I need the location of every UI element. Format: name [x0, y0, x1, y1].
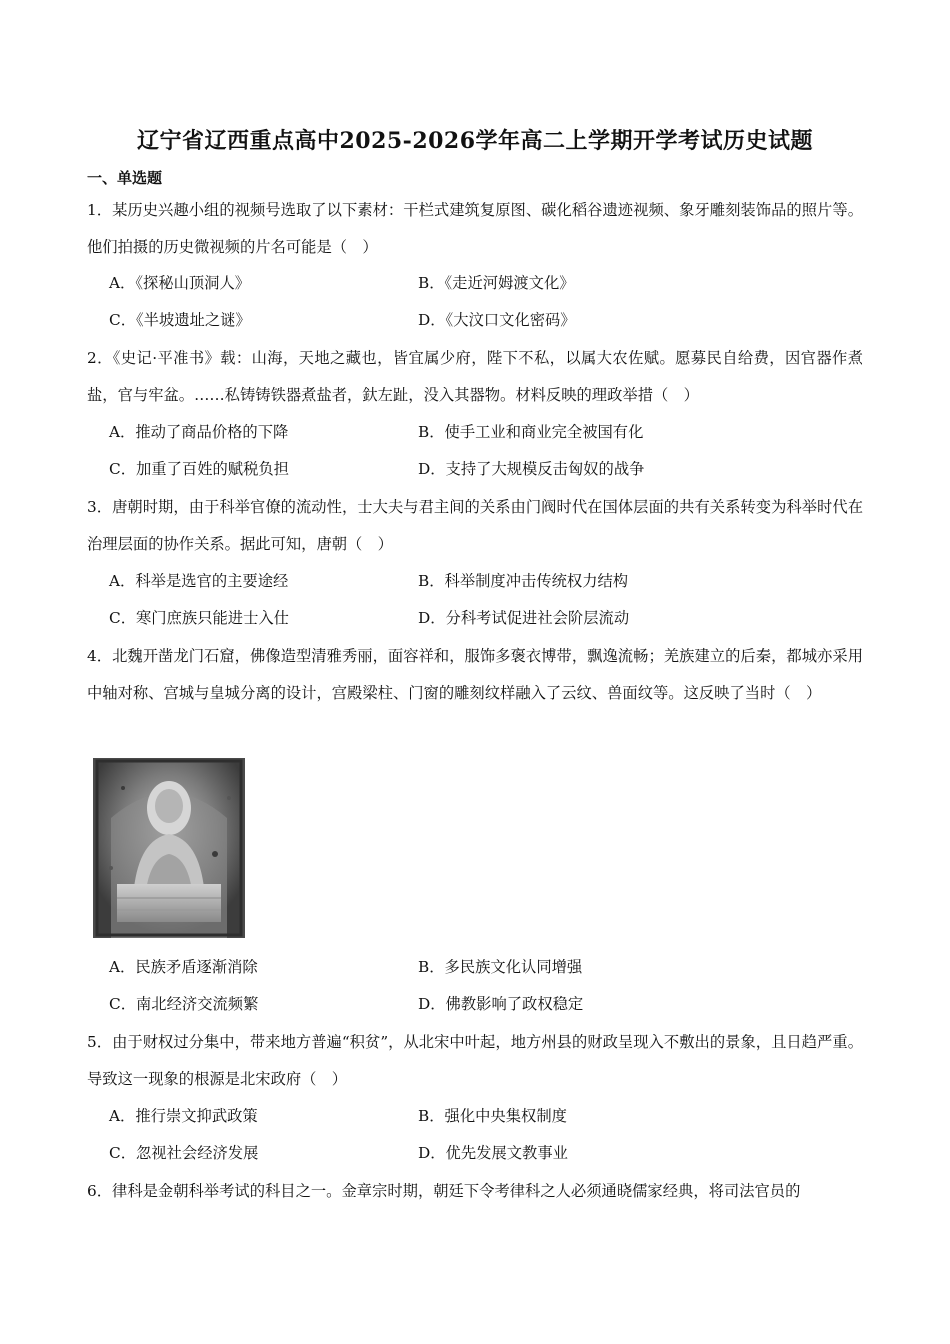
question-5-option-c: C．忽视社会经济发展 — [109, 1144, 259, 1162]
question-5-stem: 5．由于财权过分集中，带来地方普遍“积贫”，从北宋中叶起，地方州县的财政呈现入不敷出的景象，且日趋严重。导致这一现象的根源是北宋政府（ ） — [87, 1033, 863, 1088]
question-3-option-c: C．寒门庶族只能进士入仕 — [109, 609, 289, 627]
question-4-stem: 4．北魏开凿龙门石窟，佛像造型清雅秀丽，面容祥和，服饰多褒衣博带，飘逸流畅；羌族建立的后秦，都城亦采用中轴对称、宫城与皇城分离的设计，宫殿梁柱、门窗的雕刻纹样融入了云纹、兽面纹等。这反映了当时（ ） — [87, 647, 863, 702]
question-4-option-c: C．南北经济交流频繁 — [109, 995, 259, 1013]
question-5-option-a: A．推行崇文抑武政策 — [109, 1107, 258, 1125]
question-1-option-b: B．《走近河姆渡文化》 — [418, 274, 575, 292]
longmen-grotto-buddha-image — [93, 758, 245, 938]
question-4-options-row-2 — [87, 992, 863, 1016]
question-6-stem: 6．律科是金朝科举考试的科目之一。金章宗时期，朝廷下令考律科之人必须通晓儒家经典，将司法官员的 — [87, 1182, 801, 1200]
section-heading: 一、单选题 — [87, 169, 163, 187]
question-3-option-a: A．科举是选官的主要途经 — [109, 572, 289, 590]
question-5-option-d: D．优先发展文教事业 — [418, 1144, 568, 1162]
question-1-option-d: D．《大汶口文化密码》 — [418, 311, 576, 329]
question-1-option-c: C．《半坡遗址之谜》 — [109, 311, 251, 329]
question-2-option-a: A．推动了商品价格的下降 — [109, 423, 289, 441]
question-3-option-d: D．分科考试促进社会阶层流动 — [418, 609, 630, 627]
question-2-stem: 2．《史记·平准书》载：山海，天地之藏也，皆宜属少府，陛下不私，以属大农佐赋。愿募民自给费，因官器作煮盐，官与牢盆。……私铸铸铁器煮盐者，釱左趾，没入其器物。材料反映的理政举措（ ） — [87, 349, 863, 404]
question-3-option-b: B．科举制度冲击传统权力结构 — [418, 572, 629, 590]
question-2-options-row-1 — [87, 420, 863, 444]
question-4-option-d: D．佛教影响了政权稳定 — [418, 995, 584, 1013]
question-2-options-row-2 — [87, 457, 863, 481]
question-5-options-row-1 — [87, 1104, 863, 1128]
question-1-stem: 1．某历史兴趣小组的视频号选取了以下素材：干栏式建筑复原图、碳化稻谷遗迹视频、象牙雕刻装饰品的照片等。他们拍摄的历史微视频的片名可能是（ ） — [87, 201, 863, 256]
exam-title: 辽宁省辽西重点高中2025-2026学年高二上学期开学考试历史试题 — [136, 128, 814, 154]
question-1-option-a: A．《探秘山顶洞人》 — [109, 274, 251, 292]
question-5-option-b: B．强化中央集权制度 — [418, 1107, 567, 1125]
question-2-option-d: D．支持了大规模反击匈奴的战争 — [418, 460, 645, 478]
question-4-option-a: A．民族矛盾逐渐消除 — [109, 958, 258, 976]
question-4-option-b: B．多民族文化认同增强 — [418, 958, 583, 976]
question-1-options-row-2 — [87, 308, 863, 332]
question-2-option-b: B．使手工业和商业完全被国有化 — [418, 423, 644, 441]
question-3-options-row-1 — [87, 569, 863, 593]
question-1-options-row-1 — [87, 271, 863, 295]
buddha-statue-illustration — [93, 758, 245, 938]
question-3-stem: 3．唐朝时期，由于科举官僚的流动性，士大夫与君主间的关系由门阀时代在国体层面的共有关系转变为科举时代在治理层面的协作关系。据此可知，唐朝（ ） — [87, 498, 863, 553]
question-5-options-row-2 — [87, 1141, 863, 1165]
question-3-options-row-2 — [87, 606, 863, 630]
question-4-options-row-1 — [87, 955, 863, 979]
question-2-option-c: C．加重了百姓的赋税负担 — [109, 460, 289, 478]
